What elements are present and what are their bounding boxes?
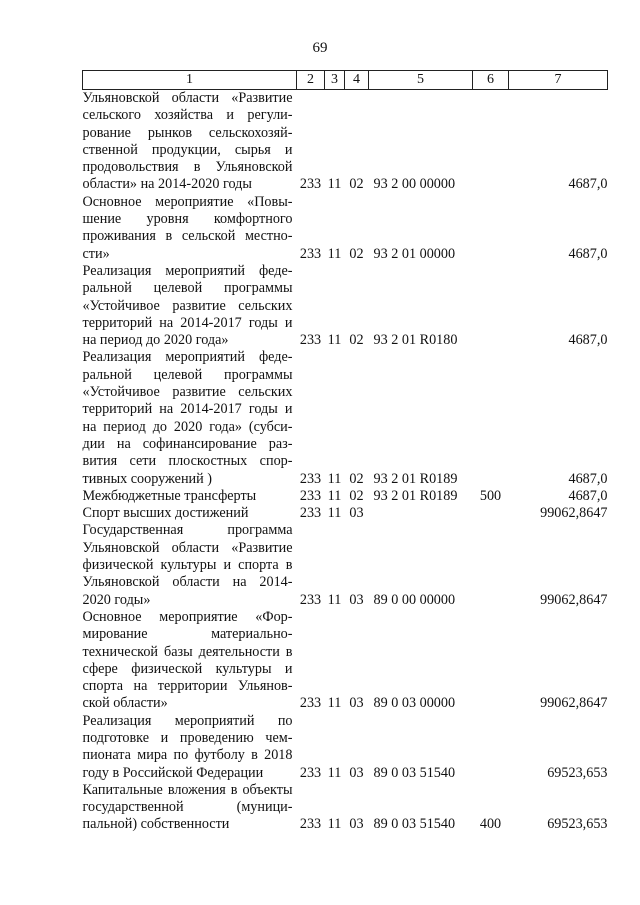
row-cell-col-2: 233 — [299, 695, 322, 712]
row-cell-col-2: 233 — [299, 176, 322, 193]
table-row — [83, 782, 608, 834]
table-row — [83, 488, 608, 505]
row-description: Спорт высших достижений — [82, 505, 249, 522]
row-cell-col-4: 03 — [349, 505, 364, 522]
table-row — [83, 505, 608, 522]
row-cell-col-3: 11 — [327, 816, 342, 833]
row-cell-col-3: 11 — [327, 695, 342, 712]
row-cell-col-4: 02 — [349, 332, 364, 349]
row-description: Основное мероприятие «Формирование материально-технической базы деятельности в сфере физической культуры и спорта на территории Ульяновской области» — [82, 608, 293, 712]
row-description: Межбюджетные трансферты — [82, 487, 257, 504]
row-cell-col-3: 11 — [327, 176, 342, 193]
row-cell-col-6 — [473, 263, 509, 349]
row-cell-col-3: 11 — [327, 591, 342, 608]
header-col-2: 2 — [297, 71, 325, 90]
row-cell-col-5: 89 0 03 51540 — [373, 764, 456, 781]
header-col-1: 1 — [83, 71, 297, 90]
row-cell-col-6: 400 — [479, 816, 502, 833]
row-cell-col-3: 11 — [327, 470, 342, 487]
row-cell-col-3: 11 — [327, 487, 342, 504]
row-cell-col-7: 4687,0 — [568, 470, 608, 487]
row-cell-col-7: 99062,8647 — [540, 591, 608, 608]
row-cell-col-2: 233 — [299, 487, 322, 504]
row-cell-col-5: 89 0 03 51540 — [373, 816, 456, 833]
table-row — [83, 349, 608, 487]
header-col-6: 6 — [473, 71, 509, 90]
row-cell-col-6 — [473, 505, 509, 522]
row-description: Государственная программа Ульяновской области «Развитие физической культуры и спорта в Ульяновской области на 2014-2020 годы» — [82, 522, 293, 608]
table-body — [83, 90, 608, 834]
row-cell-col-4: 03 — [349, 764, 364, 781]
row-cell-col-6: 500 — [479, 487, 502, 504]
header-col-4: 4 — [345, 71, 369, 90]
row-cell-col-5: 93 2 01 R0189 — [373, 487, 458, 504]
row-description: Ульяновской области «Развитие сельского хозяйства и регулирование рынков сельскохозяйственной продукции, сырья и продовольствия в Ульяновской области» на 2014-2020 годы — [82, 90, 293, 193]
page-number: 69 — [312, 40, 328, 56]
row-description: Реализация мероприятий федеральной целевой программы «Устойчивое развитие сельских территорий на 2014-2017 годы и на период до 2020 года» (субсидии на софинансирование развития сети плоскостных спортивных сооружений ) — [82, 349, 293, 487]
table-row — [83, 713, 608, 782]
row-cell-col-4: 02 — [349, 176, 364, 193]
row-cell-col-4: 03 — [349, 816, 364, 833]
header-col-7: 7 — [509, 71, 608, 90]
row-description: Реализация мероприятий по подготовке и проведению чемпионата мира по футболу в 2018 году в Российской Федерации — [82, 712, 293, 781]
row-cell-col-6 — [473, 90, 509, 194]
row-cell-col-7: 4687,0 — [568, 487, 608, 504]
row-cell-col-6 — [473, 194, 509, 263]
row-cell-col-6 — [473, 349, 509, 487]
row-description: Реализация мероприятий федеральной целевой программы «Устойчивое развитие сельских территорий на 2014-2017 годы и на период до 2020 года» — [82, 262, 293, 349]
row-cell-col-3: 11 — [327, 245, 342, 262]
row-cell-col-4: 02 — [349, 470, 364, 487]
table-row — [83, 194, 608, 263]
header-col-5: 5 — [369, 71, 473, 90]
row-description: Основное мероприятие «Повышение уровня комфортного проживания в сельской местности» — [82, 193, 293, 262]
row-cell-col-7: 69523,653 — [547, 816, 608, 833]
row-cell-col-5: 93 2 01 00000 — [373, 245, 456, 262]
row-cell-col-3: 11 — [327, 764, 342, 781]
row-cell-col-4: 02 — [349, 245, 364, 262]
row-cell-col-7: 99062,8647 — [540, 695, 608, 712]
row-cell-col-7: 99062,8647 — [540, 505, 608, 522]
row-cell-col-7: 69523,653 — [547, 764, 608, 781]
table-row — [83, 609, 608, 713]
row-cell-col-4: 02 — [349, 487, 364, 504]
row-cell-col-7: 4687,0 — [568, 245, 608, 262]
row-cell-col-2: 233 — [299, 332, 322, 349]
header-col-3: 3 — [325, 71, 345, 90]
row-cell-col-2: 233 — [299, 470, 322, 487]
row-cell-col-5: 89 0 03 00000 — [373, 695, 456, 712]
row-cell-col-7: 4687,0 — [568, 332, 608, 349]
row-cell-col-7: 4687,0 — [568, 176, 608, 193]
row-cell-col-2: 233 — [299, 591, 322, 608]
row-cell-col-5: 93 2 01 R0189 — [373, 470, 458, 487]
row-cell-col-2: 233 — [299, 245, 322, 262]
row-cell-col-4: 03 — [349, 591, 364, 608]
row-cell-col-3: 11 — [327, 505, 342, 522]
table-row — [83, 90, 608, 194]
row-description: Капитальные вложения в объекты государственной (муниципальной) собственности — [82, 781, 293, 833]
row-cell-col-2: 233 — [299, 505, 322, 522]
table-row — [83, 522, 608, 608]
row-cell-col-4: 03 — [349, 695, 364, 712]
budget-table — [82, 70, 608, 834]
row-cell-col-6 — [473, 522, 509, 608]
row-cell-col-3: 11 — [327, 332, 342, 349]
row-cell-col-2: 233 — [299, 764, 322, 781]
table-row — [83, 263, 608, 349]
row-cell-col-5: 93 2 01 R0180 — [373, 332, 458, 349]
row-cell-col-5: 93 2 00 00000 — [373, 176, 456, 193]
row-cell-col-5: 89 0 00 00000 — [373, 591, 456, 608]
row-cell-col-6 — [473, 609, 509, 713]
row-cell-col-5 — [369, 505, 473, 522]
row-cell-col-6 — [473, 713, 509, 782]
table-header-row — [83, 71, 608, 90]
row-cell-col-2: 233 — [299, 816, 322, 833]
